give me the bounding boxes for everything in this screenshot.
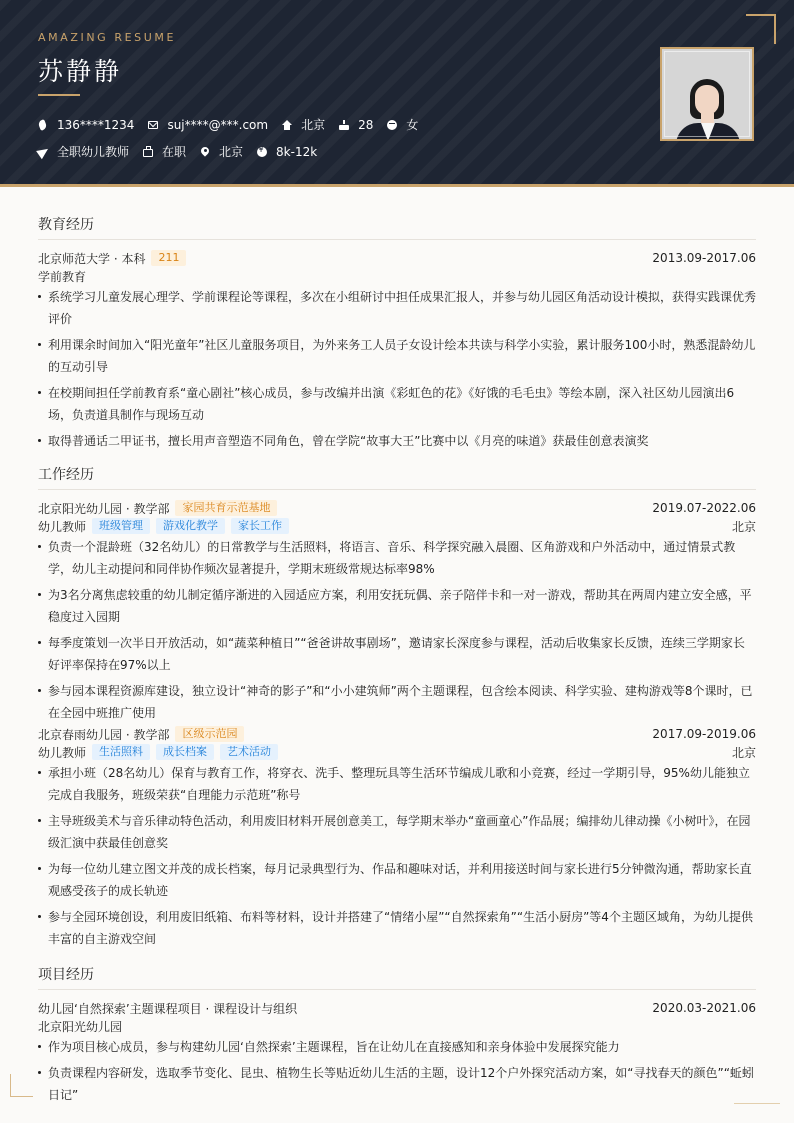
job-role-row xyxy=(38,517,756,535)
job-bullets xyxy=(38,762,756,950)
skill-tag: 游戏化教学 xyxy=(156,518,225,534)
project-header xyxy=(38,999,756,1017)
list-item: 取得普通话二甲证书，擅长用声音塑造不同角色，曾在学院“故事大王”比赛中以《月亮的味道》获最佳创意表演奖 xyxy=(38,430,756,452)
list-item: 利用课余时间加入“阳光童年”社区儿童服务项目，为外来务工人员子女设计绘本共读与科学小实验，累计服务100小时，熟悉混龄幼儿的互动引导 xyxy=(38,334,756,378)
job-role-row xyxy=(38,743,756,761)
salary-icon xyxy=(257,147,267,157)
phone-icon xyxy=(38,120,48,130)
list-item: 参与园本课程资源库建设，独立设计“神奇的影子”和“小小建筑师”两个主题课程，包含绘本阅读、科学实验、建构游戏等8个课时，已在全园中班推广使用 xyxy=(38,680,756,724)
divider xyxy=(734,1103,780,1104)
send-icon xyxy=(38,147,48,157)
list-item: 承担小班（28名幼儿）保育与教育工作，将穿衣、洗手、整理玩具等生活环节编成儿歌和小竞赛，经过一学期引导，95%幼儿能独立完成自我服务，班级荣获“自理能力示范班”称号 xyxy=(38,762,756,806)
project-bullets xyxy=(38,1036,756,1106)
school-name: 北京师范大学 · 本科 xyxy=(38,251,146,266)
info-position: 全职幼儿教师 xyxy=(38,143,129,160)
education-header xyxy=(38,249,756,267)
corner-ornament xyxy=(746,14,776,44)
info-gender: 女 xyxy=(387,116,418,133)
corner-ornament xyxy=(10,1074,33,1097)
project-date: 2020.03-2021.06 xyxy=(652,1001,756,1015)
job-bullets xyxy=(38,536,756,724)
avatar xyxy=(660,47,754,141)
cake-icon xyxy=(339,120,349,130)
org-tag: 区级示范园 xyxy=(175,726,244,742)
project-name: 幼儿园‘自然探索’主题课程项目 · 课程设计与组织 xyxy=(38,1001,298,1016)
briefcase-icon xyxy=(143,149,153,157)
info-email: suj****@***.com xyxy=(148,118,268,132)
info-status: 在职 xyxy=(143,143,186,160)
skill-tag: 家长工作 xyxy=(231,518,289,534)
job-header xyxy=(38,499,756,517)
candidate-name: 苏静静 xyxy=(38,57,123,86)
job-role: 幼儿教师 xyxy=(38,745,87,760)
list-item: 负责一个混龄班（32名幼儿）的日常教学与生活照料，将语言、音乐、科学探究融入晨圈、区角游戏和户外活动中，通过情景式教学，幼儿主动提问和同伴协作频次显著提升，学期末班级常规达标率98% xyxy=(38,536,756,580)
brand-label: AMAZING RESUME xyxy=(38,31,177,44)
info-hometown: 北京 xyxy=(282,116,325,133)
job-intent-row xyxy=(38,143,331,160)
education-date: 2013.09-2017.06 xyxy=(652,251,756,265)
skill-tag: 艺术活动 xyxy=(220,744,278,760)
contact-row xyxy=(38,116,432,133)
list-item: 作为项目核心成员，参与构建幼儿园‘自然探索’主题课程，旨在让幼儿在直接感知和亲身体验中发展探究能力 xyxy=(38,1036,756,1058)
education-section xyxy=(38,214,756,456)
major: 学前教育 xyxy=(38,269,87,284)
list-item: 系统学习儿童发展心理学、学前课程论等课程，多次在小组研讨中担任成果汇报人，并参与幼儿园区角活动设计模拟，获得实践课优秀评价 xyxy=(38,286,756,330)
org-name: 北京春雨幼儿园 · 教学部 xyxy=(38,727,170,742)
section-title: 教育经历 xyxy=(38,214,756,240)
location-pin-icon xyxy=(200,147,210,157)
org-name: 北京阳光幼儿园 · 教学部 xyxy=(38,501,170,516)
list-item: 参与全园环境创设，利用废旧纸箱、布料等材料，设计并搭建了“情绪小屋”“自然探索角”“生活小厨房”等4个主题区域角，为幼儿提供丰富的自主游戏空间 xyxy=(38,906,756,950)
work-section xyxy=(38,464,756,954)
job-city: 北京 xyxy=(731,745,756,760)
list-item: 每季度策划一次半日开放活动，如“蔬菜种植日”“爸爸讲故事剧场”，邀请家长深度参与课程，活动后收集家长反馈，连续三学期家长好评率保持在97%以上 xyxy=(38,632,756,676)
list-item: 负责课程内容研发，选取季节变化、昆虫、植物生长等贴近幼儿生活的主题，设计12个户外探究活动方案，如“寻找春天的颜色”“蚯蚓日记” xyxy=(38,1062,756,1106)
info-city: 北京 xyxy=(200,143,243,160)
section-title: 项目经历 xyxy=(38,964,756,990)
info-salary: ¥ 8k-12k xyxy=(257,145,317,159)
list-item: 在校期间担任学前教育系“童心剧社”核心成员，参与改编并出演《彩虹色的花》《好饿的毛毛虫》等绘本剧，深入社区幼儿园演出6场，负责道具制作与现场互动 xyxy=(38,382,756,426)
job-role: 幼儿教师 xyxy=(38,519,87,534)
info-age: 28 xyxy=(339,118,373,132)
list-item: 为每一位幼儿建立图文并茂的成长档案，每月记录典型行为、作品和趣味对话，并利用接送时间与家长进行5分钟微沟通，帮助家长直观感受孩子的成长轨迹 xyxy=(38,858,756,902)
education-major-row xyxy=(38,267,756,285)
gender-icon xyxy=(387,120,397,130)
project-section xyxy=(38,964,756,1110)
resume-header xyxy=(0,0,794,187)
project-org-row xyxy=(38,1017,756,1035)
job-city: 北京 xyxy=(731,519,756,534)
job-header xyxy=(38,725,756,743)
skill-tag: 班级管理 xyxy=(92,518,150,534)
home-icon xyxy=(282,120,292,130)
info-phone: 136****1234 xyxy=(38,118,134,132)
education-bullets xyxy=(38,286,756,452)
list-item: 主导班级美术与音乐律动特色活动，利用废旧材料开展创意美工，每学期末举办“童画童心”作品展；编排幼儿律动操《小树叶》，在园级汇演中获最佳创意奖 xyxy=(38,810,756,854)
section-title: 工作经历 xyxy=(38,464,756,490)
org-tag: 家园共育示范基地 xyxy=(175,500,277,516)
project-org: 北京阳光幼儿园 xyxy=(38,1019,123,1034)
skill-tag: 成长档案 xyxy=(156,744,214,760)
school-tag: 211 xyxy=(151,250,186,266)
job-date: 2019.07-2022.06 xyxy=(652,501,756,515)
list-item: 为3名分离焦虑较重的幼儿制定循序渐进的入园适应方案，利用安抚玩偶、亲子陪伴卡和一对一游戏，帮助其在两周内建立安全感，平稳度过入园期 xyxy=(38,584,756,628)
job-date: 2017.09-2019.06 xyxy=(652,727,756,741)
mail-icon xyxy=(148,121,158,129)
skill-tag: 生活照料 xyxy=(92,744,150,760)
name-underline xyxy=(38,94,80,96)
